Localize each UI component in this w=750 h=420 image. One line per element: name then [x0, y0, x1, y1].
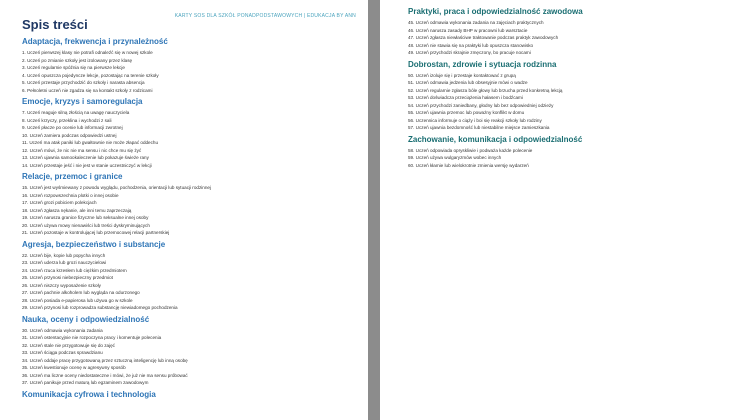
toc-right-column [408, 7, 742, 169]
toc-entry[interactable]: 24. Uczeń rzuca krzesłem lub ciężkim przedmiotem [22, 267, 127, 273]
section-heading[interactable]: Dobrostan, zdrowie i sytuacja rodzinna [408, 59, 557, 69]
toc-entry[interactable]: 47. Uczeń zgłasza niewłaściwe traktowanie podczas praktyk zawodowych [408, 35, 559, 40]
toc-entry[interactable]: 55. Uczeń ujawnia przemoc lub poważny konflikt w domu [408, 110, 525, 115]
section-heading[interactable]: Komunikacja cyfrowa i technologia [22, 389, 156, 399]
toc-entry[interactable]: 13. Uczeń ujawnia samookaleczenie lub pokazuje świeże rany [22, 155, 149, 160]
toc-section [408, 60, 742, 132]
section-heading[interactable]: Adaptacja, frekwencja i przynależność [22, 37, 168, 46]
toc-entry[interactable]: 29. Uczeń przynosi lub rozprowadza substancję niewiadomego pochodzenia [22, 305, 178, 310]
toc-entry[interactable]: 2. Uczeń po zmianie szkoły jest izolowany przez klasę [22, 57, 133, 63]
toc-entry[interactable]: 21. Uczeń pozostaje w kontrolującej lub przemocowej relacji partnerskiej [22, 230, 170, 235]
toc-entry[interactable]: 1. Uczeń pierwszej klasy nie potrafi odnaleźć się w nowej szkole [22, 50, 153, 55]
toc-entry[interactable]: 31. Uczeń ostentacyjnie nie rozpoczyna pracy i komentuje polecenia [22, 335, 162, 340]
toc-entry[interactable]: 35. Uczeń kwestionuje ocenę w agresywny sposób [22, 365, 126, 370]
toc-entry[interactable]: 20. Uczeń używa mowy nienawiści lub treści dyskryminujących [22, 222, 150, 228]
toc-entry[interactable]: 58. Uczeń odpowiada opryskliwie i podważa każde polecenie [408, 147, 533, 153]
toc-entry[interactable]: 34. Uczeń oddaje pracę przygotowaną przez sztuczną inteligencję lub inną osobę [22, 357, 188, 363]
toc-section [22, 240, 360, 312]
toc-entry[interactable]: 26. Uczeń niszczy wyposażenie szkoły [22, 282, 101, 288]
toc-entry[interactable]: 32. Uczeń stale nie przygotowuje się do zajęć [22, 342, 115, 348]
toc-section [22, 172, 360, 237]
toc-entry[interactable]: 52. Uczeń regularnie zgłasza bóle głowy lub brzucha przed konkretną lekcją [408, 87, 563, 93]
toc-entry[interactable]: 27. Uczeń pachnie alkoholem lub wygląda na odurzonego [22, 290, 140, 295]
toc-entry[interactable]: 30. Uczeń odmawia wykonania zadania [22, 327, 103, 333]
toc-entry[interactable]: 57. Uczeń ujawnia bezdomność lub niestabilne miejsce zamieszkania [408, 125, 550, 130]
toc-entry[interactable]: 8. Uczeń krzyczy, przeklina i wychodzi z sali [22, 117, 112, 123]
section-heading[interactable]: Nauka, oceny i odpowiedzialność [22, 314, 150, 324]
toc-entry[interactable]: 10. Uczeń zamiera podczas odpowiedzi ustnej [22, 132, 117, 138]
toc-section [22, 315, 360, 387]
section-heading[interactable]: Praktyki, praca i odpowiedzialność zawodowa [408, 7, 583, 16]
toc-entry[interactable]: 33. Uczeń ściąga podczas sprawdzianu [22, 350, 103, 355]
toc-entry[interactable]: 5. Uczeń przestaje przychodzić do szkoły i narasta absencja [22, 80, 145, 85]
toc-section [408, 135, 742, 170]
toc-entry[interactable]: 48. Uczeń nie stawia się na praktyki lub opuszcza stanowisko [408, 42, 534, 48]
toc-entry[interactable]: 37. Uczeń panikuje przed maturą lub egzaminem zawodowym [22, 380, 149, 385]
toc-entry[interactable]: 11. Uczeń ma atak paniki lub gwałtownie nie może złapać oddechu [22, 140, 159, 145]
document-page-left [0, 0, 368, 420]
toc-entry[interactable]: 23. Uczeń uderza lub grozi nauczycielowi [22, 260, 107, 265]
toc-entry[interactable]: 51. Uczeń odmawia jedzenia lub obsesyjnie mówi o wadze [408, 80, 528, 85]
toc-entry[interactable]: 25. Uczeń przynosi niebezpieczny przedmiot [22, 275, 113, 280]
section-heading[interactable]: Relacje, przemoc i granice [22, 172, 123, 181]
toc-title: Spis treści [22, 17, 88, 32]
page-header: KARTY SOS DLA SZKÓŁ PONADPODSTAWOWYCH | EDUKACJA BY ANN [174, 13, 356, 19]
section-heading[interactable]: Agresja, bezpieczeństwo i substancje [22, 239, 166, 249]
toc-entry[interactable]: 15. Uczeń jest wyśmiewany z powodu wyglądu, pochodzenia, orientacji lub sytuacji rodzinnej [22, 185, 211, 190]
toc-entry[interactable]: 16. Uczeń rozpowszechnia plotki o innej osobie [22, 192, 119, 198]
toc-entry[interactable]: 46. Uczeń narusza zasady BHP w pracowni lub warsztacie [408, 27, 528, 33]
toc-entry[interactable]: 4. Uczeń opuszcza pojedyncze lekcje, pozostając na terenie szkoły [22, 72, 159, 78]
toc-entry[interactable]: 36. Uczeń ma liczne oceny niedostateczne i mówi, że już nie ma sensu próbować [22, 372, 188, 378]
document-page-right [380, 0, 750, 420]
section-heading[interactable]: Emocje, kryzys i samoregulacja [22, 97, 143, 106]
toc-entry[interactable]: 19. Uczeń narusza granice fizyczne lub seksualne innej osoby [22, 215, 149, 220]
toc-entry[interactable]: 6. Pełnoletni uczeń nie zgadza się na kontakt szkoły z rodzicami [22, 87, 153, 93]
toc-entry[interactable]: 22. Uczeń bije, kopie lub popycha innych [22, 252, 106, 258]
toc-entry[interactable]: 12. Uczeń mówi, że nic nie ma sensu i nic chce mu się żyć [22, 147, 142, 153]
toc-entry[interactable]: 28. Uczeń posiada e-papierosa lub używa go w szkole [22, 297, 133, 303]
toc-section [22, 390, 360, 400]
toc-entry[interactable]: 17. Uczeń grozi pobiciem polekcjach [22, 200, 97, 205]
toc-entry[interactable]: 50. Uczeń izoluje się i przestaje kontaktować z grupą [408, 72, 516, 78]
toc-section [22, 37, 360, 94]
toc-entry[interactable]: 59. Uczeń używa wulgaryzmów wobec innych [408, 155, 502, 160]
toc-entry[interactable]: 56. Uczennica informuje o ciąży i boi się reakcji szkoły lub rodziny [408, 117, 542, 123]
toc-left-column [22, 37, 360, 400]
toc-entry[interactable]: 60. Uczeń kłamie lub wielokrotnie zmienia wersję wydarzeń [408, 162, 529, 168]
toc-section [22, 97, 360, 169]
toc-entry[interactable]: 3. Uczeń regularnie spóźnia się na pierwsze lekcje [22, 65, 125, 70]
toc-entry[interactable]: 45. Uczeń odmawia wykonania zadania na zajęciach praktycznych [408, 20, 544, 25]
toc-entry[interactable]: 18. Uczeń zgłasza nękanie, ale inni temu zaprzeczają [22, 207, 132, 213]
toc-entry[interactable]: 54. Uczeń przychodzi zaniedbany, głodny lub bez odpowiedniej odzieży [408, 102, 554, 108]
toc-entry[interactable]: 7. Uczeń reaguje silną złością na uwagę nauczyciela [22, 110, 130, 115]
toc-section [408, 7, 742, 57]
toc-entry[interactable]: 14. Uczeń przestaje jeść i nie jest w stanie uczestniczyć w lekcji [22, 162, 152, 168]
section-heading[interactable]: Zachowanie, komunikacja i odpowiedzialność [408, 134, 583, 144]
toc-entry[interactable]: 53. Uczeń doświadcza przeciążenia hałasem i bodźcami [408, 95, 523, 100]
toc-entry[interactable]: 49. Uczeń przychodzi skrajnie zmęczony, bo pracuje nocami [408, 50, 531, 55]
toc-entry[interactable]: 9. Uczeń płacze po ocenie lub informacji zwrotnej [22, 125, 123, 130]
